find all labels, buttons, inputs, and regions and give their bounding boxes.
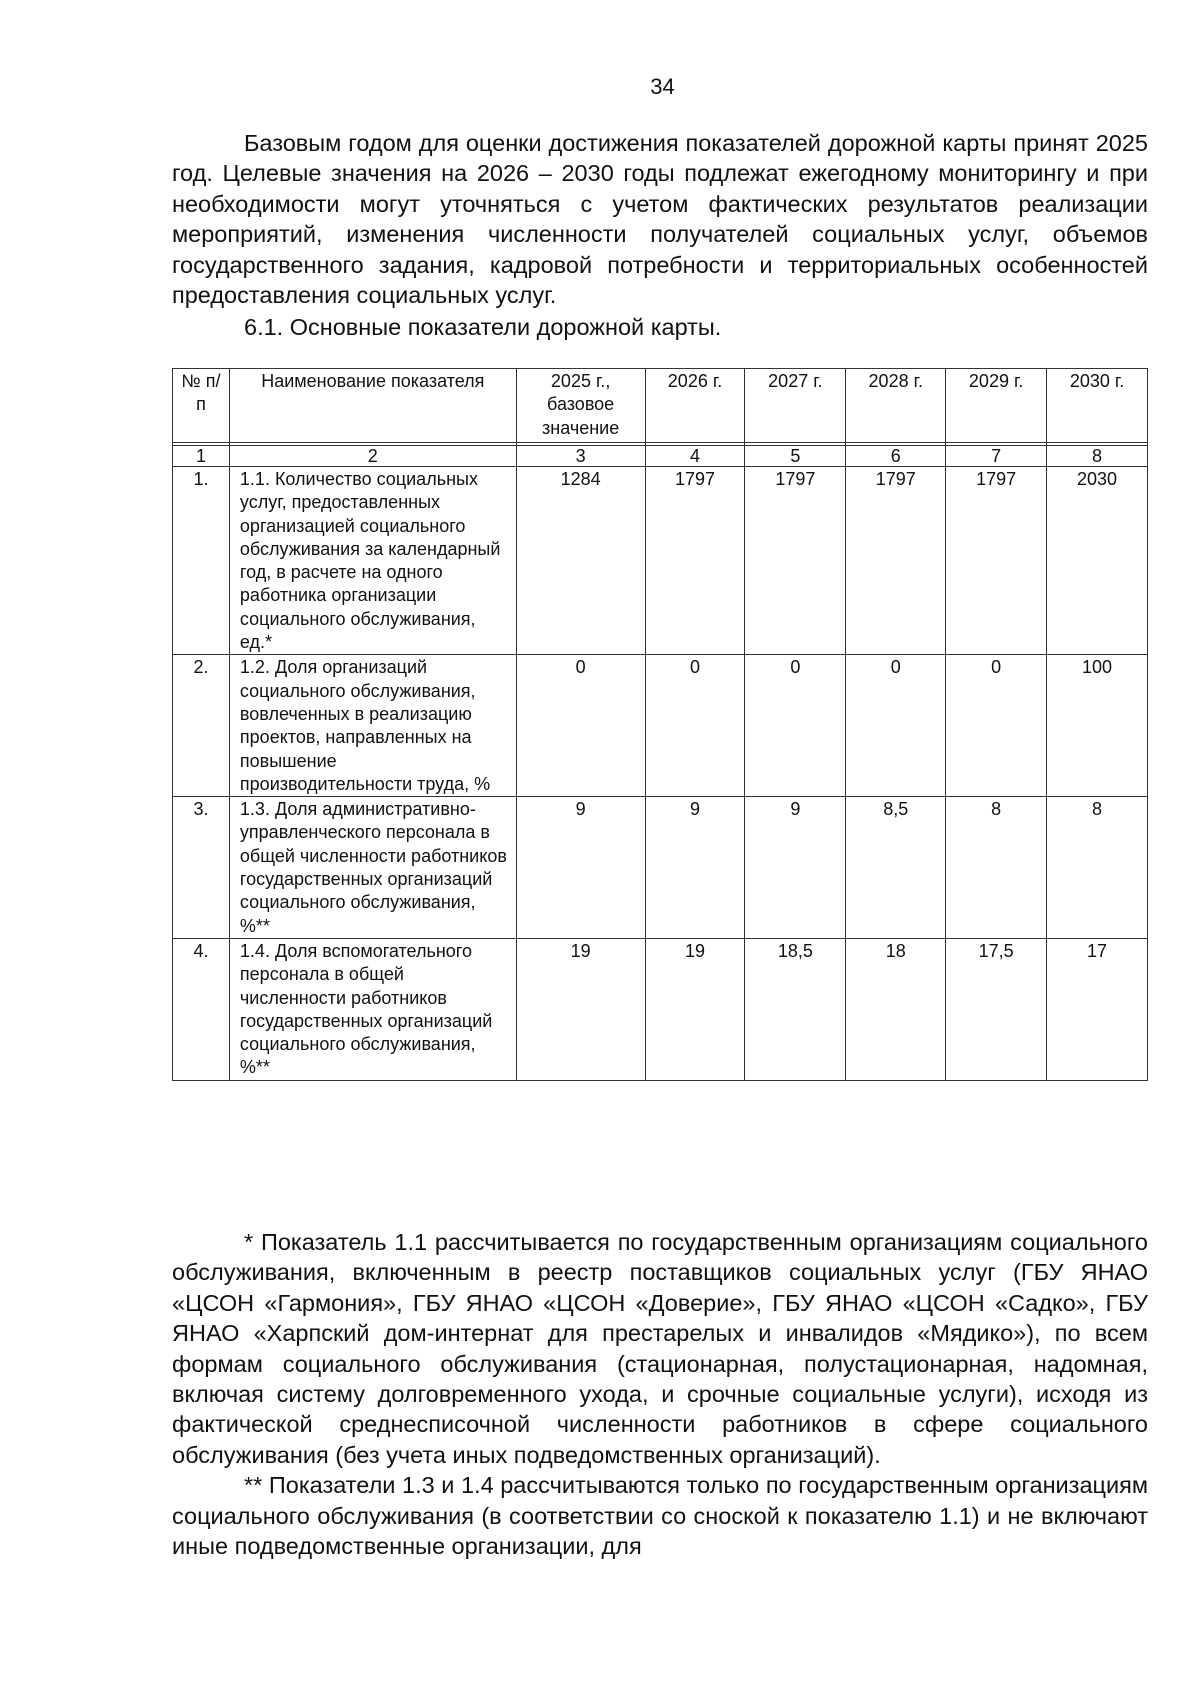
value-cell: 1797 bbox=[946, 467, 1047, 655]
value-cell: 0 bbox=[645, 655, 745, 797]
value-cell: 1797 bbox=[645, 467, 745, 655]
value-cell: 8,5 bbox=[846, 797, 946, 939]
value-cell: 18 bbox=[846, 938, 946, 1080]
column-number-row bbox=[173, 446, 1148, 467]
intro-paragraph: Базовым годом для оценки достижения показателей дорожной карты принят 2025 год. Целевые значения на 2026 – 2030 годы подлежат ежегодному мониторингу и при необходимости могут уточняться с учетом фактических результатов реализации мероприятий, изменения численности получателей социальных услуг, объемов государственного задания, кадровой потребности и территориальных особенностей предоставления социальных услуг. bbox=[172, 130, 1148, 309]
value-cell: 19 bbox=[516, 938, 645, 1080]
value-cell: 100 bbox=[1047, 655, 1148, 797]
footnote-one: * Показатель 1.1 рассчитывается по государственным организациям социального обслуживания, включенным в реестр поставщиков социальных услуг (ГБУ ЯНАО «ЦСОН «Гармония», ГБУ ЯНАО «ЦСОН «Доверие», ГБУ ЯНАО «ЦСОН «Садко», ГБУ ЯНАО «Харпский дом-интернат для престарелых и инвалидов «Мядико»), по всем формам социального обслуживания (стационарная, полустационарная, надомная, включая систему долговременного ухода, и срочные социальные услуги), исходя из фактической среднесписочной численности работников в сфере социального обслуживания (без учета иных подведомственных организаций). bbox=[172, 1229, 1148, 1468]
header-2028: 2028 г. bbox=[846, 369, 946, 443]
column-number: 7 bbox=[946, 446, 1047, 467]
table-header-row bbox=[173, 369, 1148, 443]
indicator-name: 1.4. Доля вспомогательного персонала в общей численности работников государственных организаций социального обслуживания, %** bbox=[229, 938, 516, 1080]
row-number: 4. bbox=[173, 938, 230, 1080]
value-cell: 0 bbox=[745, 655, 846, 797]
column-number: 4 bbox=[645, 446, 745, 467]
value-cell: 1797 bbox=[745, 467, 846, 655]
value-cell: 0 bbox=[946, 655, 1047, 797]
table-row bbox=[173, 655, 1148, 797]
table-row bbox=[173, 467, 1148, 655]
header-name: Наименование показателя bbox=[229, 369, 516, 443]
value-cell: 0 bbox=[846, 655, 946, 797]
column-number: 8 bbox=[1047, 446, 1148, 467]
value-cell: 17 bbox=[1047, 938, 1148, 1080]
value-cell: 1797 bbox=[846, 467, 946, 655]
table-row bbox=[173, 938, 1148, 1080]
header-2027: 2027 г. bbox=[745, 369, 846, 443]
table-row bbox=[173, 797, 1148, 939]
column-number: 6 bbox=[846, 446, 946, 467]
header-2026: 2026 г. bbox=[645, 369, 745, 443]
value-cell: 18,5 bbox=[745, 938, 846, 1080]
value-cell: 8 bbox=[1047, 797, 1148, 939]
row-number: 1. bbox=[173, 467, 230, 655]
intro-section bbox=[172, 128, 1148, 310]
value-cell: 8 bbox=[946, 797, 1047, 939]
row-number: 2. bbox=[173, 655, 230, 797]
column-number: 5 bbox=[745, 446, 846, 467]
footnote-two: ** Показатели 1.3 и 1.4 рассчитываются только по государственным организациям социального обслуживания (в соответствии со сноской к показателю 1.1) и не включают иные подведомственные организации, для bbox=[172, 1472, 1148, 1560]
row-number: 3. bbox=[173, 797, 230, 939]
value-cell: 9 bbox=[645, 797, 745, 939]
header-2029: 2029 г. bbox=[946, 369, 1047, 443]
value-cell: 9 bbox=[745, 797, 846, 939]
indicators-table bbox=[172, 368, 1148, 1081]
indicator-name: 1.3. Доля административно-управленческого персонала в общей численности работников государственных организаций социального обслуживания, %** bbox=[229, 797, 516, 939]
value-cell: 9 bbox=[516, 797, 645, 939]
value-cell: 1284 bbox=[516, 467, 645, 655]
value-cell: 17,5 bbox=[946, 938, 1047, 1080]
value-cell: 2030 bbox=[1047, 467, 1148, 655]
indicator-name: 1.2. Доля организаций социального обслуживания, вовлеченных в реализацию проектов, направленных на повышение производительности труда, % bbox=[229, 655, 516, 797]
header-2030: 2030 г. bbox=[1047, 369, 1148, 443]
section-title: 6.1. Основные показатели дорожной карты. bbox=[244, 314, 722, 340]
column-number: 2 bbox=[229, 446, 516, 467]
column-number: 1 bbox=[173, 446, 230, 467]
header-2025: 2025 г., базовое значение bbox=[516, 369, 645, 443]
value-cell: 19 bbox=[645, 938, 745, 1080]
header-num: № п/п bbox=[173, 369, 230, 443]
footnotes-section bbox=[172, 1227, 1148, 1561]
indicator-name: 1.1. Количество социальных услуг, предоставленных организацией социального обслуживания за календарный год, в расчете на одного работника организации социального обслуживания, ед.* bbox=[229, 467, 516, 655]
column-number: 3 bbox=[516, 446, 645, 467]
value-cell: 0 bbox=[516, 655, 645, 797]
page-number: 34 bbox=[650, 74, 675, 99]
